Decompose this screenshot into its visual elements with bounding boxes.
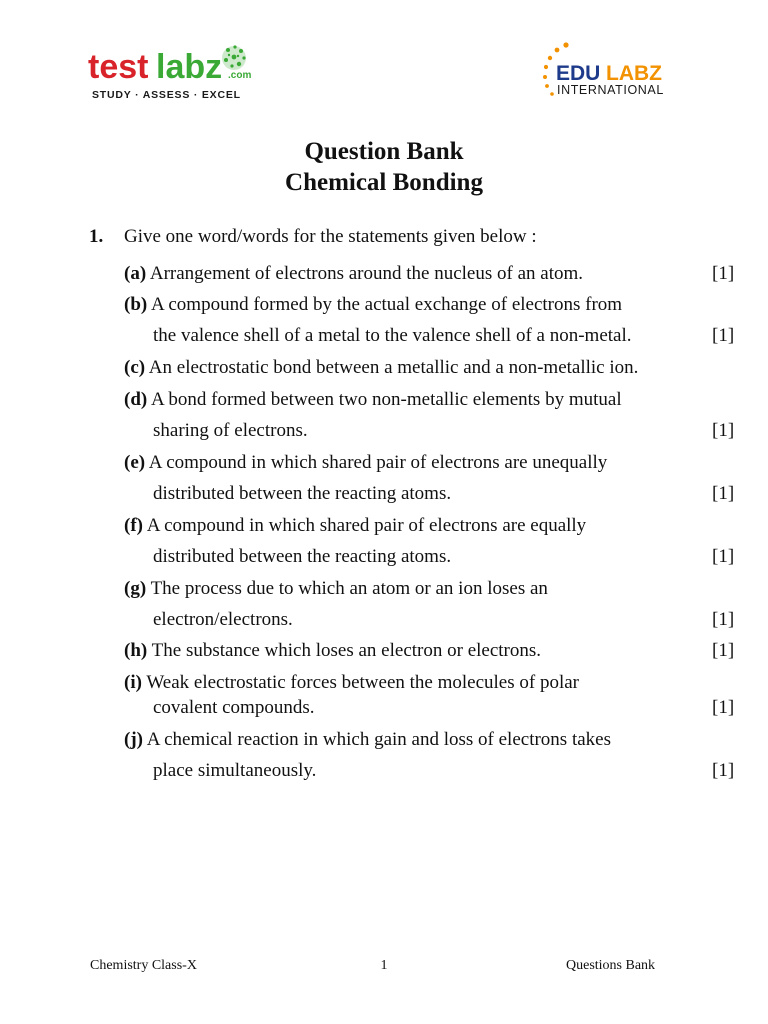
marks: [1] (712, 325, 735, 346)
svg-text:INTERNATIONAL: INTERNATIONAL (557, 83, 664, 97)
part-text: The process due to which an atom or an ion loses an (150, 578, 548, 599)
question-number: 1. (89, 226, 104, 247)
marks: [1] (712, 640, 735, 661)
marks: [1] (712, 546, 735, 567)
part-text: Arrangement of electrons around the nucleus of an atom. (149, 263, 584, 284)
marks: [1] (712, 483, 735, 504)
part-f (124, 510, 586, 541)
part-d-continuation: sharing of electrons. (153, 420, 308, 441)
part-text: A compound in which shared pair of electrons are equally (146, 515, 587, 536)
part-label: (i) (124, 672, 142, 693)
footer-document-type: Questions Bank (566, 958, 656, 973)
part-label: (e) (124, 452, 146, 473)
marks: [1] (712, 609, 735, 630)
footer-subject: Chemistry Class-X (90, 958, 197, 973)
part-text: A bond formed between two non-metallic elements by mutual (150, 389, 622, 410)
part-label: (d) (124, 389, 148, 410)
part-g (124, 573, 548, 604)
part-a (124, 258, 583, 289)
svg-text:EDU: EDU (556, 62, 601, 85)
part-b (124, 289, 622, 320)
edulabz-logo (536, 40, 686, 108)
title-line-1: Question Bank (304, 138, 464, 165)
part-e (124, 447, 607, 478)
page-title (0, 136, 768, 198)
part-text: A chemical reaction in which gain and loss of electrons takes (146, 729, 611, 750)
part-label: (a) (124, 263, 147, 284)
part-f-continuation: distributed between the reacting atoms. (153, 546, 452, 567)
part-d (124, 384, 622, 415)
marks: [1] (712, 760, 735, 781)
part-label: (j) (124, 729, 143, 750)
part-j (124, 724, 611, 755)
svg-text:test: test (88, 48, 149, 86)
part-b-continuation: the valence shell of a metal to the valence shell of a non-metal. (153, 325, 632, 346)
page-footer (0, 958, 768, 988)
part-text: A compound in which shared pair of electrons are unequally (148, 452, 608, 473)
marks: [1] (712, 420, 735, 441)
svg-text:STUDY · ASSESS · EXCEL: STUDY · ASSESS · EXCEL (92, 89, 241, 101)
part-text: A compound formed by the actual exchange of electrons from (150, 294, 623, 315)
part-label: (c) (124, 357, 146, 378)
svg-text:labz: labz (156, 48, 223, 86)
part-label: (g) (124, 578, 147, 599)
part-i-continuation: covalent compounds. (153, 697, 315, 718)
svg-text:LABZ: LABZ (606, 62, 662, 85)
part-label: (b) (124, 294, 148, 315)
marks: [1] (712, 697, 735, 718)
page-header (0, 0, 768, 120)
svg-text:.com: .com (228, 70, 252, 81)
part-text: Weak electrostatic forces between the molecules of polar (146, 672, 579, 693)
globe-icon (222, 45, 246, 70)
part-label: (h) (124, 640, 148, 661)
question-1 (0, 226, 768, 786)
question-stem: Give one word/words for the statements given below : (124, 226, 537, 247)
part-h (124, 635, 541, 666)
part-e-continuation: distributed between the reacting atoms. (153, 483, 452, 504)
part-text: The substance which loses an electron or electrons. (151, 640, 542, 661)
part-c (124, 352, 638, 383)
title-line-2: Chemical Bonding (285, 169, 483, 196)
marks: [1] (712, 263, 735, 284)
part-j-continuation: place simultaneously. (153, 760, 317, 781)
part-text: An electrostatic bond between a metallic and a non-metallic ion. (148, 357, 639, 378)
part-label: (f) (124, 515, 143, 536)
part-g-continuation: electron/electrons. (153, 609, 293, 630)
testlabz-logo (88, 36, 256, 110)
page-number: 1 (380, 958, 388, 973)
